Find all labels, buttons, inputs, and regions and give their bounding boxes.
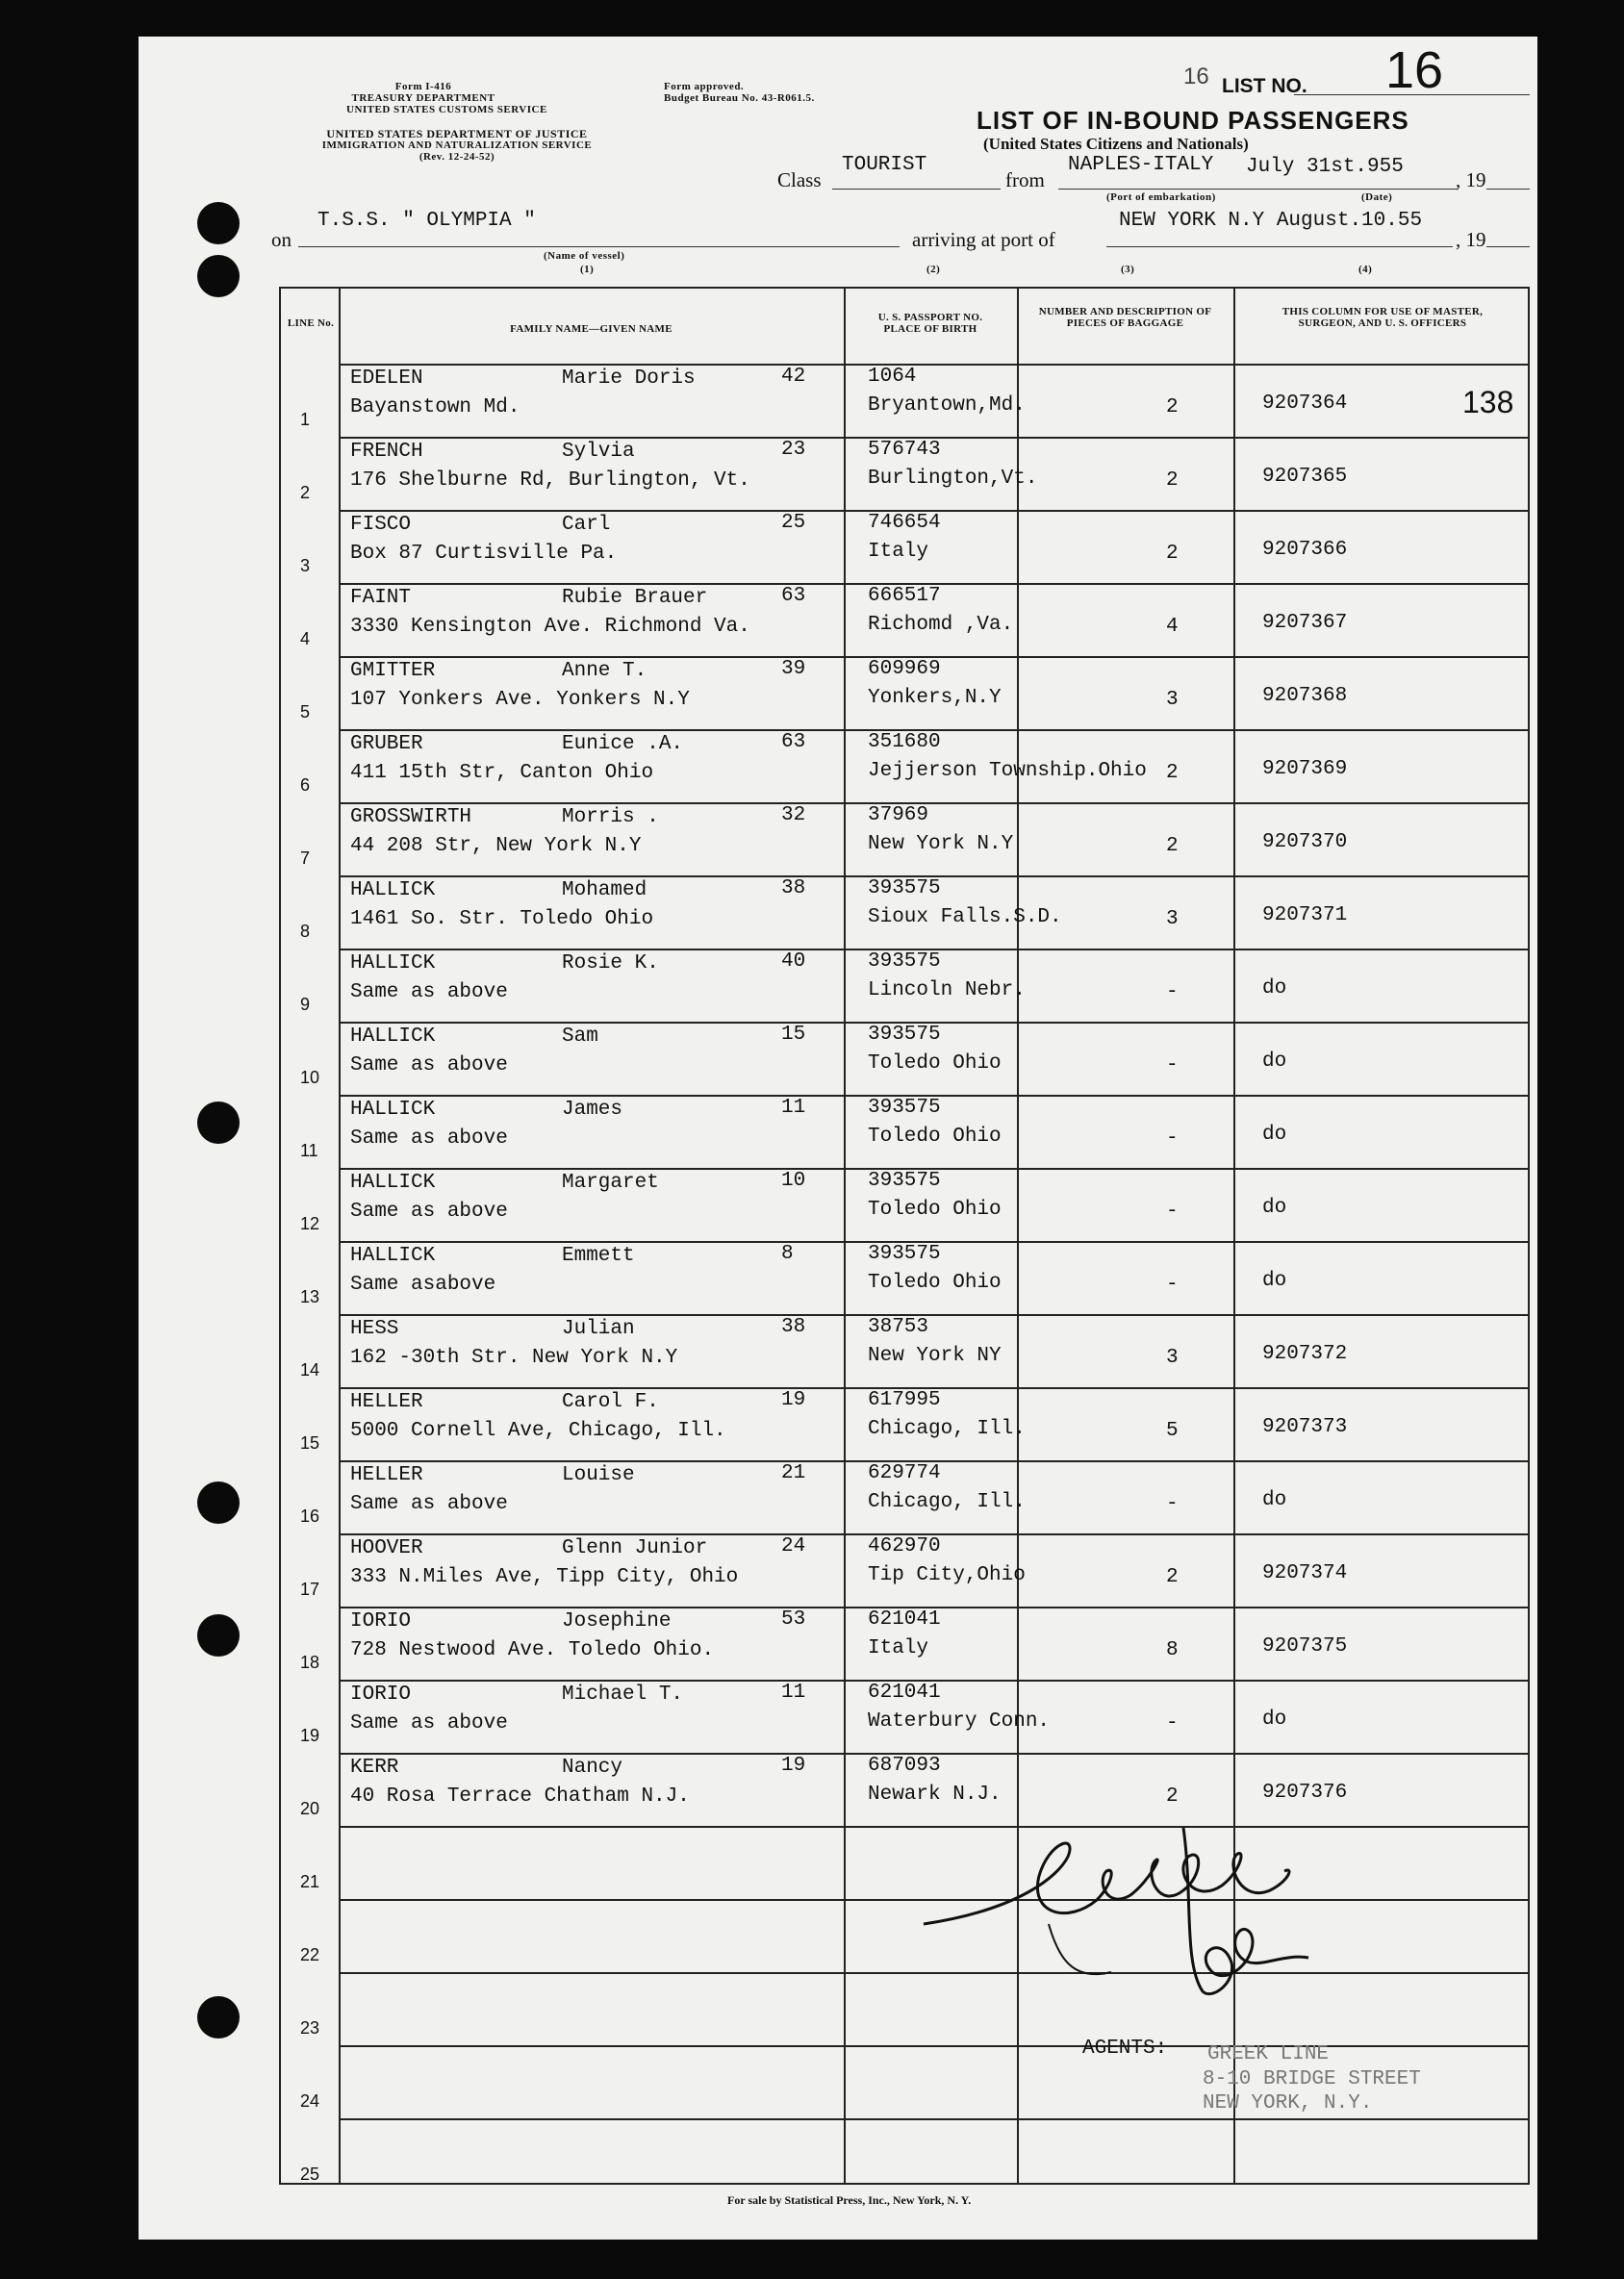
- table-row: [281, 1095, 1528, 1168]
- date-caption: (Date): [1361, 191, 1393, 203]
- table-row: [281, 729, 1528, 802]
- printer-footer: For sale by Statistical Press, Inc., New York, N. Y.: [727, 2193, 972, 2207]
- family-name: KERR: [350, 1757, 399, 1779]
- place-of-birth: Burlington,Vt.: [868, 468, 1038, 490]
- address: Box 87 Curtisville Pa.: [350, 543, 618, 565]
- baggage-count: -: [1166, 1054, 1179, 1076]
- age: 39: [781, 658, 806, 680]
- place-of-birth: Richomd ,Va.: [868, 614, 1014, 636]
- family-name: EDELEN: [350, 367, 423, 390]
- table-row: [281, 949, 1528, 1022]
- age: 53: [781, 1608, 806, 1631]
- place-of-birth: Italy: [868, 541, 929, 563]
- address: 162 -30th Str. New York N.Y: [350, 1347, 678, 1369]
- given-name: Morris .: [562, 806, 659, 828]
- passport-number: 38753: [868, 1316, 929, 1338]
- line-number: 13: [300, 1287, 320, 1306]
- given-name: Glenn Junior: [562, 1537, 708, 1559]
- line-number: 1: [300, 410, 311, 429]
- passport-number: 351680: [868, 731, 941, 753]
- family-name: HALLICK: [350, 1099, 436, 1121]
- baggage-count: 2: [1166, 762, 1179, 784]
- place-of-birth: Waterbury Conn.: [868, 1710, 1051, 1733]
- from-label: from: [1005, 168, 1045, 191]
- family-name: HELLER: [350, 1464, 423, 1486]
- passport-number: 393575: [868, 950, 941, 973]
- baggage-count: 5: [1166, 1420, 1179, 1442]
- master-signature: [904, 1789, 1405, 2049]
- address: Same asabove: [350, 1274, 496, 1296]
- table-row: [281, 364, 1528, 437]
- row-divider: [339, 1314, 1528, 1316]
- given-name: Michael T.: [562, 1684, 684, 1706]
- passport-number: 629774: [868, 1462, 941, 1484]
- given-name: Josephine: [562, 1610, 672, 1633]
- age: 11: [781, 1682, 806, 1704]
- officer-note: 9207366: [1262, 539, 1348, 561]
- col-number-2: (2): [926, 264, 941, 275]
- place-of-birth: Newark N.J.: [868, 1784, 1002, 1806]
- age: 38: [781, 877, 806, 899]
- baggage-count: -: [1166, 1274, 1179, 1296]
- line-number: 5: [300, 702, 311, 722]
- address: 176 Shelburne Rd, Burlington, Vt.: [350, 469, 750, 492]
- line-number: 22: [300, 1945, 320, 1964]
- given-name: Rubie Brauer: [562, 587, 708, 609]
- passport-number: 617995: [868, 1389, 941, 1411]
- port-underline: [1058, 189, 1458, 190]
- arriving-label: arriving at port of: [912, 228, 1055, 251]
- family-name: FAINT: [350, 587, 412, 609]
- table-row: [281, 2118, 1528, 2191]
- address: 44 208 Str, New York N.Y: [350, 835, 642, 857]
- year-underline-2: [1486, 246, 1530, 247]
- row-divider: [339, 802, 1528, 804]
- table-row: [281, 437, 1528, 510]
- passport-number: 666517: [868, 585, 941, 607]
- table-row: [281, 1241, 1528, 1314]
- col-number-4: (4): [1358, 264, 1373, 275]
- place-of-birth: Yonkers,N.Y: [868, 687, 1002, 709]
- given-name: Julian: [562, 1318, 635, 1340]
- line-number: 6: [300, 775, 311, 795]
- officer-note: do: [1262, 1709, 1287, 1731]
- baggage-count: 3: [1166, 908, 1179, 930]
- address: 5000 Cornell Ave, Chicago, Ill.: [350, 1420, 726, 1442]
- given-name: Sam: [562, 1026, 598, 1048]
- col-header-passport: U. S. PASSPORT NO. PLACE OF BIRTH: [877, 312, 983, 335]
- officer-note: do: [1262, 1489, 1287, 1511]
- given-name: Nancy: [562, 1757, 623, 1779]
- officer-note: 9207375: [1262, 1635, 1348, 1658]
- line-number: 7: [300, 848, 311, 868]
- page-title: LIST OF IN-BOUND PASSENGERS: [977, 106, 1409, 135]
- place-of-birth: Tip City,Ohio: [868, 1564, 1026, 1586]
- table-row: [281, 1387, 1528, 1460]
- arrival-port-date: NEW YORK N.Y August.10.55: [1119, 210, 1423, 232]
- officer-note: 9207368: [1262, 685, 1348, 707]
- place-of-birth: New York NY: [868, 1345, 1002, 1367]
- officer-note: do: [1262, 1051, 1287, 1073]
- binder-hole: [197, 1102, 240, 1144]
- baggage-count: -: [1166, 1201, 1179, 1223]
- passport-number: 621041: [868, 1608, 941, 1631]
- line-number: 23: [300, 2018, 320, 2038]
- given-name: Anne T.: [562, 660, 647, 682]
- place-of-birth: Toledo Ohio: [868, 1272, 1002, 1294]
- col-number-1: (1): [580, 264, 595, 275]
- table-row: [281, 1314, 1528, 1387]
- officer-note: 9207376: [1262, 1782, 1348, 1804]
- age: 38: [781, 1316, 806, 1338]
- age: 19: [781, 1389, 806, 1411]
- address: 333 N.Miles Ave, Tipp City, Ohio: [350, 1566, 739, 1588]
- table-row: [281, 510, 1528, 583]
- place-of-birth: Italy: [868, 1637, 929, 1659]
- binder-hole: [197, 255, 240, 297]
- family-name: GRUBER: [350, 733, 423, 755]
- address: Bayanstown Md.: [350, 396, 520, 418]
- officer-note: 9207372: [1262, 1343, 1348, 1365]
- address: 40 Rosa Terrace Chatham N.J.: [350, 1785, 690, 1808]
- line-number: 18: [300, 1653, 320, 1672]
- arrival-underline: [1106, 246, 1453, 247]
- form-number: Form I-416 TREASURY DEPARTMENT UNITED STATES CUSTOMS SERVICE: [346, 81, 547, 115]
- given-name: Emmett: [562, 1245, 635, 1267]
- page-count-note: 138: [1462, 385, 1514, 419]
- age: 24: [781, 1535, 806, 1557]
- line-number: 3: [300, 556, 311, 575]
- given-name: Mohamed: [562, 879, 647, 901]
- line-number: 2: [300, 483, 311, 502]
- line-number: 25: [300, 2165, 320, 2184]
- year-suffix: , 19: [1456, 168, 1486, 191]
- on-label: on: [271, 228, 292, 251]
- place-of-birth: Sioux Falls.S.D.: [868, 906, 1062, 928]
- baggage-count: 2: [1166, 1566, 1179, 1588]
- table-row: [281, 583, 1528, 656]
- baggage-count: -: [1166, 1127, 1179, 1150]
- place-of-birth: New York N.Y: [868, 833, 1014, 855]
- port-caption: (Port of embarkation): [1106, 191, 1216, 203]
- officer-note: do: [1262, 1124, 1287, 1146]
- class-value: TOURIST: [842, 154, 927, 176]
- passport-number: 1064: [868, 366, 917, 388]
- list-no-value: 16: [1385, 41, 1444, 99]
- line-number: 10: [300, 1068, 320, 1087]
- family-name: FRENCH: [350, 441, 423, 463]
- officer-note: 9207371: [1262, 904, 1348, 926]
- age: 23: [781, 439, 806, 461]
- age: 42: [781, 366, 806, 388]
- baggage-count: -: [1166, 1712, 1179, 1735]
- address: Same as above: [350, 1493, 508, 1515]
- age: 15: [781, 1024, 806, 1046]
- port-of-embarkation: NAPLES-ITALY: [1068, 154, 1214, 176]
- class-label: Class: [777, 168, 822, 191]
- year-underline: [1486, 189, 1530, 190]
- baggage-count: 3: [1166, 689, 1179, 711]
- baggage-count: -: [1166, 1493, 1179, 1515]
- age: 19: [781, 1755, 806, 1777]
- table-row: [281, 875, 1528, 949]
- line-number: 15: [300, 1433, 320, 1453]
- family-name: HALLICK: [350, 1172, 436, 1194]
- passport-number: 393575: [868, 1170, 941, 1192]
- line-number: 21: [300, 1872, 320, 1891]
- given-name: Margaret: [562, 1172, 659, 1194]
- address: Same as above: [350, 1054, 508, 1076]
- given-name: Marie Doris: [562, 367, 696, 390]
- given-name: Carl: [562, 514, 611, 536]
- passport-number: 393575: [868, 877, 941, 899]
- officer-note: 9207364: [1262, 392, 1348, 415]
- family-name: HELLER: [350, 1391, 423, 1413]
- class-underline: [832, 189, 1001, 190]
- line-number: 24: [300, 2091, 320, 2111]
- passport-number: 621041: [868, 1682, 941, 1704]
- col-header-officers: THIS COLUMN FOR USE OF MASTER, SURGEON, AND U. S. OFFICERS: [1281, 306, 1484, 329]
- table-row: [281, 1607, 1528, 1680]
- place-of-birth: Chicago, Ill.: [868, 1491, 1026, 1513]
- line-number: 14: [300, 1360, 320, 1380]
- age: 63: [781, 731, 806, 753]
- passport-number: 746654: [868, 512, 941, 534]
- page-subtitle: (United States Citizens and Nationals): [983, 135, 1249, 153]
- vessel-underline: [298, 246, 900, 247]
- age: 25: [781, 512, 806, 534]
- address: 411 15th Str, Canton Ohio: [350, 762, 654, 784]
- family-name: HALLICK: [350, 1026, 436, 1048]
- table-row: [281, 1460, 1528, 1533]
- given-name: Eunice .A.: [562, 733, 684, 755]
- address: Same as above: [350, 1712, 508, 1735]
- baggage-count: 2: [1166, 396, 1179, 418]
- agents-line-2: 8-10 BRIDGE STREET: [1203, 2068, 1421, 2090]
- place-of-birth: Toledo Ohio: [868, 1126, 1002, 1148]
- passport-number: 462970: [868, 1535, 941, 1557]
- table-row: [281, 802, 1528, 875]
- place-of-birth: Lincoln Nebr.: [868, 979, 1026, 1001]
- line-number: 19: [300, 1726, 320, 1745]
- passport-number: 576743: [868, 439, 941, 461]
- passport-number: 393575: [868, 1024, 941, 1046]
- place-of-birth: Bryantown,Md.: [868, 394, 1026, 417]
- passport-number: 393575: [868, 1097, 941, 1119]
- family-name: FISCO: [350, 514, 412, 536]
- col-header-line: LINE No.: [287, 317, 335, 329]
- table-row: [281, 1533, 1528, 1607]
- binder-hole: [197, 1614, 240, 1657]
- family-name: HALLICK: [350, 952, 436, 975]
- officer-note: 9207367: [1262, 612, 1348, 634]
- family-name: GROSSWIRTH: [350, 806, 472, 828]
- given-name: Carol F.: [562, 1391, 659, 1413]
- baggage-count: -: [1166, 981, 1179, 1003]
- age: 32: [781, 804, 806, 826]
- baggage-count: 4: [1166, 616, 1179, 638]
- address: Same as above: [350, 1201, 508, 1223]
- given-name: James: [562, 1099, 623, 1121]
- year-suffix-2: , 19: [1456, 228, 1486, 251]
- line-number: 12: [300, 1214, 320, 1233]
- line-number: 8: [300, 922, 311, 941]
- age: 10: [781, 1170, 806, 1192]
- officer-note: 9207365: [1262, 466, 1348, 488]
- address: Same as above: [350, 1127, 508, 1150]
- approval-note: Form approved. Budget Bureau No. 43-R061.5.: [664, 81, 815, 104]
- list-no-small: 16: [1183, 63, 1209, 89]
- officer-note: 9207374: [1262, 1562, 1348, 1584]
- table-row: [281, 1168, 1528, 1241]
- baggage-count: 2: [1166, 1785, 1179, 1808]
- line-number: 20: [300, 1799, 320, 1818]
- place-of-birth: Chicago, Ill.: [868, 1418, 1026, 1440]
- age: 21: [781, 1462, 806, 1484]
- family-name: IORIO: [350, 1684, 412, 1706]
- address: 728 Nestwood Ave. Toledo Ohio.: [350, 1639, 715, 1661]
- given-name: Sylvia: [562, 441, 635, 463]
- officer-note: do: [1262, 977, 1287, 1000]
- line-number: 11: [300, 1141, 318, 1160]
- age: 11: [781, 1097, 806, 1119]
- address: 107 Yonkers Ave. Yonkers N.Y: [350, 689, 690, 711]
- given-name: Rosie K.: [562, 952, 659, 975]
- col-number-3: (3): [1121, 264, 1135, 275]
- place-of-birth: Toledo Ohio: [868, 1052, 1002, 1075]
- agents-line-3: NEW YORK, N.Y.: [1203, 2092, 1373, 2114]
- age: 40: [781, 950, 806, 973]
- place-of-birth: Toledo Ohio: [868, 1199, 1002, 1221]
- officer-note: 9207369: [1262, 758, 1348, 780]
- baggage-count: 2: [1166, 469, 1179, 492]
- line-number: 16: [300, 1507, 320, 1526]
- line-number: 17: [300, 1580, 320, 1599]
- place-of-birth: Jejjerson Township.Ohio: [868, 760, 1147, 782]
- passport-number: 687093: [868, 1755, 941, 1777]
- col-header-baggage: NUMBER AND DESCRIPTION OF PIECES OF BAGGAGE: [1038, 306, 1212, 329]
- agents-line-1: GREEK LINE: [1207, 2043, 1330, 2065]
- family-name: GMITTER: [350, 660, 436, 682]
- officer-note: do: [1262, 1197, 1287, 1219]
- family-name: HESS: [350, 1318, 399, 1340]
- officer-note: 9207370: [1262, 831, 1348, 853]
- row-divider: [339, 364, 1528, 366]
- row-divider: [339, 2118, 1528, 2120]
- officer-note: do: [1262, 1270, 1287, 1292]
- age: 63: [781, 585, 806, 607]
- vessel-name: T.S.S. " OLYMPIA ": [317, 210, 536, 232]
- list-no-label: LIST NO.: [1222, 75, 1307, 97]
- given-name: Louise: [562, 1464, 635, 1486]
- family-name: HALLICK: [350, 879, 436, 901]
- line-number: 4: [300, 629, 311, 648]
- embarkation-date: July 31st.955: [1246, 156, 1404, 178]
- binder-hole: [197, 1996, 240, 2038]
- baggage-count: 2: [1166, 543, 1179, 565]
- doj-block: UNITED STATES DEPARTMENT OF JUSTICE IMMIGRATION AND NATURALIZATION SERVICE (Rev. 12-24-52): [321, 127, 593, 163]
- vessel-caption: (Name of vessel): [544, 250, 625, 262]
- baggage-count: 3: [1166, 1347, 1179, 1369]
- table-row: [281, 1022, 1528, 1095]
- address: 3330 Kensington Ave. Richmond Va.: [350, 616, 750, 638]
- agents-label: AGENTS:: [1082, 2038, 1168, 2060]
- age: 8: [781, 1243, 794, 1265]
- binder-hole: [197, 202, 240, 244]
- family-name: HALLICK: [350, 1245, 436, 1267]
- family-name: HOOVER: [350, 1537, 423, 1559]
- col-header-name: FAMILY NAME—GIVEN NAME: [510, 323, 672, 335]
- passport-number: 393575: [868, 1243, 941, 1265]
- table-row: [281, 656, 1528, 729]
- address: 1461 So. Str. Toledo Ohio: [350, 908, 654, 930]
- binder-hole: [197, 1481, 240, 1524]
- passport-number: 609969: [868, 658, 941, 680]
- baggage-count: 2: [1166, 835, 1179, 857]
- table-row: [281, 1680, 1528, 1753]
- passport-number: 37969: [868, 804, 929, 826]
- family-name: IORIO: [350, 1610, 412, 1633]
- officer-note: 9207373: [1262, 1416, 1348, 1438]
- address: Same as above: [350, 981, 508, 1003]
- line-number: 9: [300, 995, 311, 1014]
- baggage-count: 8: [1166, 1639, 1179, 1661]
